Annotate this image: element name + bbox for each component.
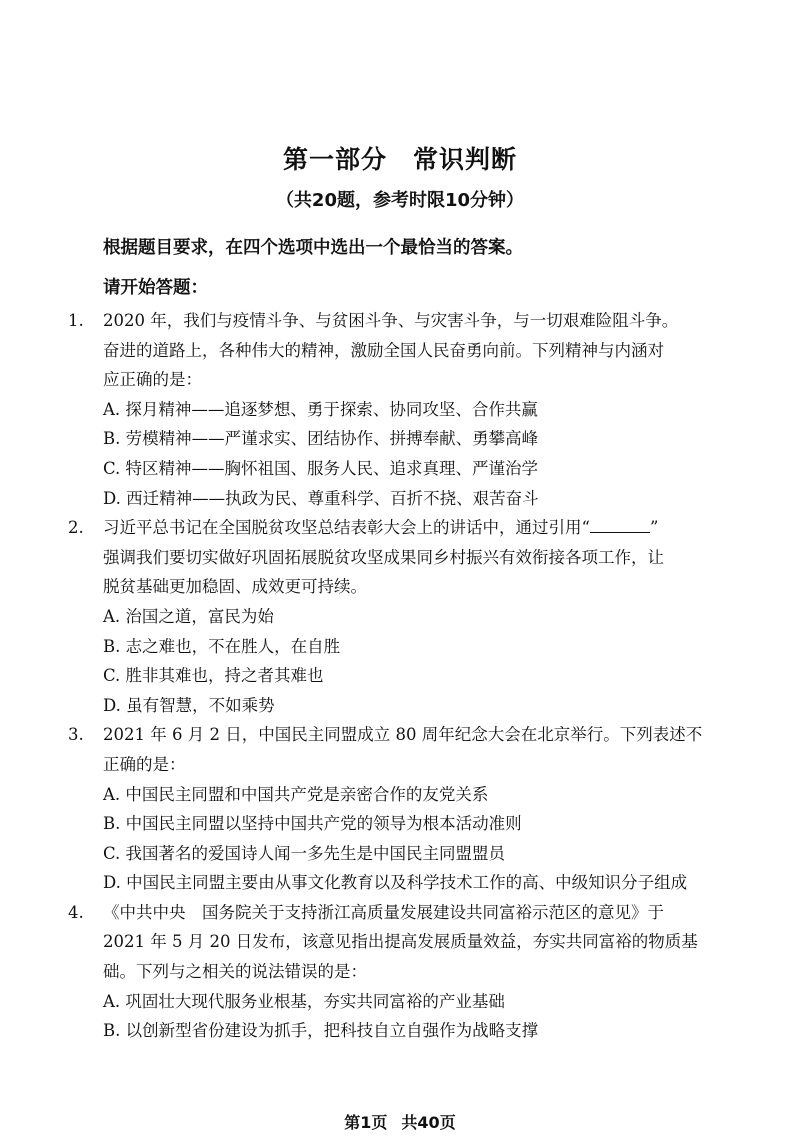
option-b: B. 以创新型省份建设为抓手，把科技自立自强作为战略支撑 [103,1021,539,1041]
fill-in-blank [590,518,650,533]
question-number: 3. [68,725,84,745]
option-a: A. 治国之道，富民为始 [103,606,274,626]
question-list [68,306,708,1046]
page-number: 第1页 [344,1113,388,1132]
question-number: 4. [68,902,84,922]
question-stem-line: 正确的是： [103,754,186,774]
option-d: D. 中国民主同盟主要由从事文化教育以及科学技术工作的高、中级知识分子组成 [103,873,688,893]
option-a: A. 巩固壮大现代服务业根基，夯实共同富裕的产业基础 [103,991,505,1011]
question-stem-line: 强调我们要切实做好巩固拓展脱贫攻坚成果同乡村振兴有效衔接各项工作，让 [103,547,664,567]
part-name: 常识判断 [413,145,518,174]
option-b: B. 劳模精神——严谨求实、团结协作、拼搏奉献、勇攀高峰 [103,429,539,449]
question-number: 2. [68,518,84,538]
option-d: D. 虽有智慧，不如乘势 [103,695,275,715]
question-2 [68,513,708,720]
question-1 [68,306,708,513]
question-stem-line: 奋进的道路上，各种伟大的精神，激励全国人民奋勇向前。下列精神与内涵对 [103,340,664,360]
option-c: C. 我国著名的爱国诗人闻一多先生是中国民主同盟盟员 [103,843,506,863]
question-stem-line: 脱贫基础更加稳固、成效更可持续。 [103,577,367,597]
option-a: A. 中国民主同盟和中国共产党是亲密合作的友党关系 [103,784,489,804]
page-title [0,140,800,176]
page-subtitle: （共20题，参考时限10分钟） [275,190,525,211]
option-a: A. 探月精神——追逐梦想、勇于探索、协同攻坚、合作共赢 [103,399,538,419]
part-label: 第一部分 [282,145,387,174]
option-b: B. 志之难也，不在胜人，在自胜 [103,636,341,656]
option-d: D. 西迁精神——执政为民、尊重科学、百折不挠、艰苦奋斗 [103,488,539,508]
question-stem-line: 2021 年 5 月 20 日发布，该意见指出提高发展质量效益，夯实共同富裕的物质基 [103,932,698,952]
question-stem-line: 3. 2021 年 6 月 2 日，中国民主同盟成立 80 周年纪念大会在北京举行。下列表述不 [68,720,708,750]
question-3 [68,720,708,898]
instruction-text: 根据题目要求，在四个选项中选出一个最恰当的答案。 [103,238,523,258]
option-c: C. 特区精神——胸怀祖国、服务人民、追求真理、严谨治学 [103,458,539,478]
page-total: 共40页 [401,1113,456,1132]
option-b: B. 中国民主同盟以坚持中国共产党的领导为根本活动准则 [103,814,522,834]
question-stem-line: 1. 2020 年，我们与疫情斗争、与贫困斗争、与灾害斗争，与一切艰难险阻斗争。 [68,306,708,336]
question-4 [68,898,708,1046]
option-c: C. 胜非其难也，持之者其难也 [103,666,324,686]
question-number: 1. [68,311,84,330]
question-stem-line: 2. 习近平总书记在全国脱贫攻坚总结表彰大会上的讲话中，通过引用“ ” [68,513,708,543]
question-stem-line: 础。下列与之相关的说法错误的是： [103,962,367,982]
page-footer [0,1110,800,1133]
start-prompt: 请开始答题： [103,278,208,298]
question-stem-line: 4. 《中共中央 国务院关于支持浙江高质量发展建设共同富裕示范区的意见》于 [68,898,708,928]
question-stem-line: 应正确的是： [103,370,202,390]
